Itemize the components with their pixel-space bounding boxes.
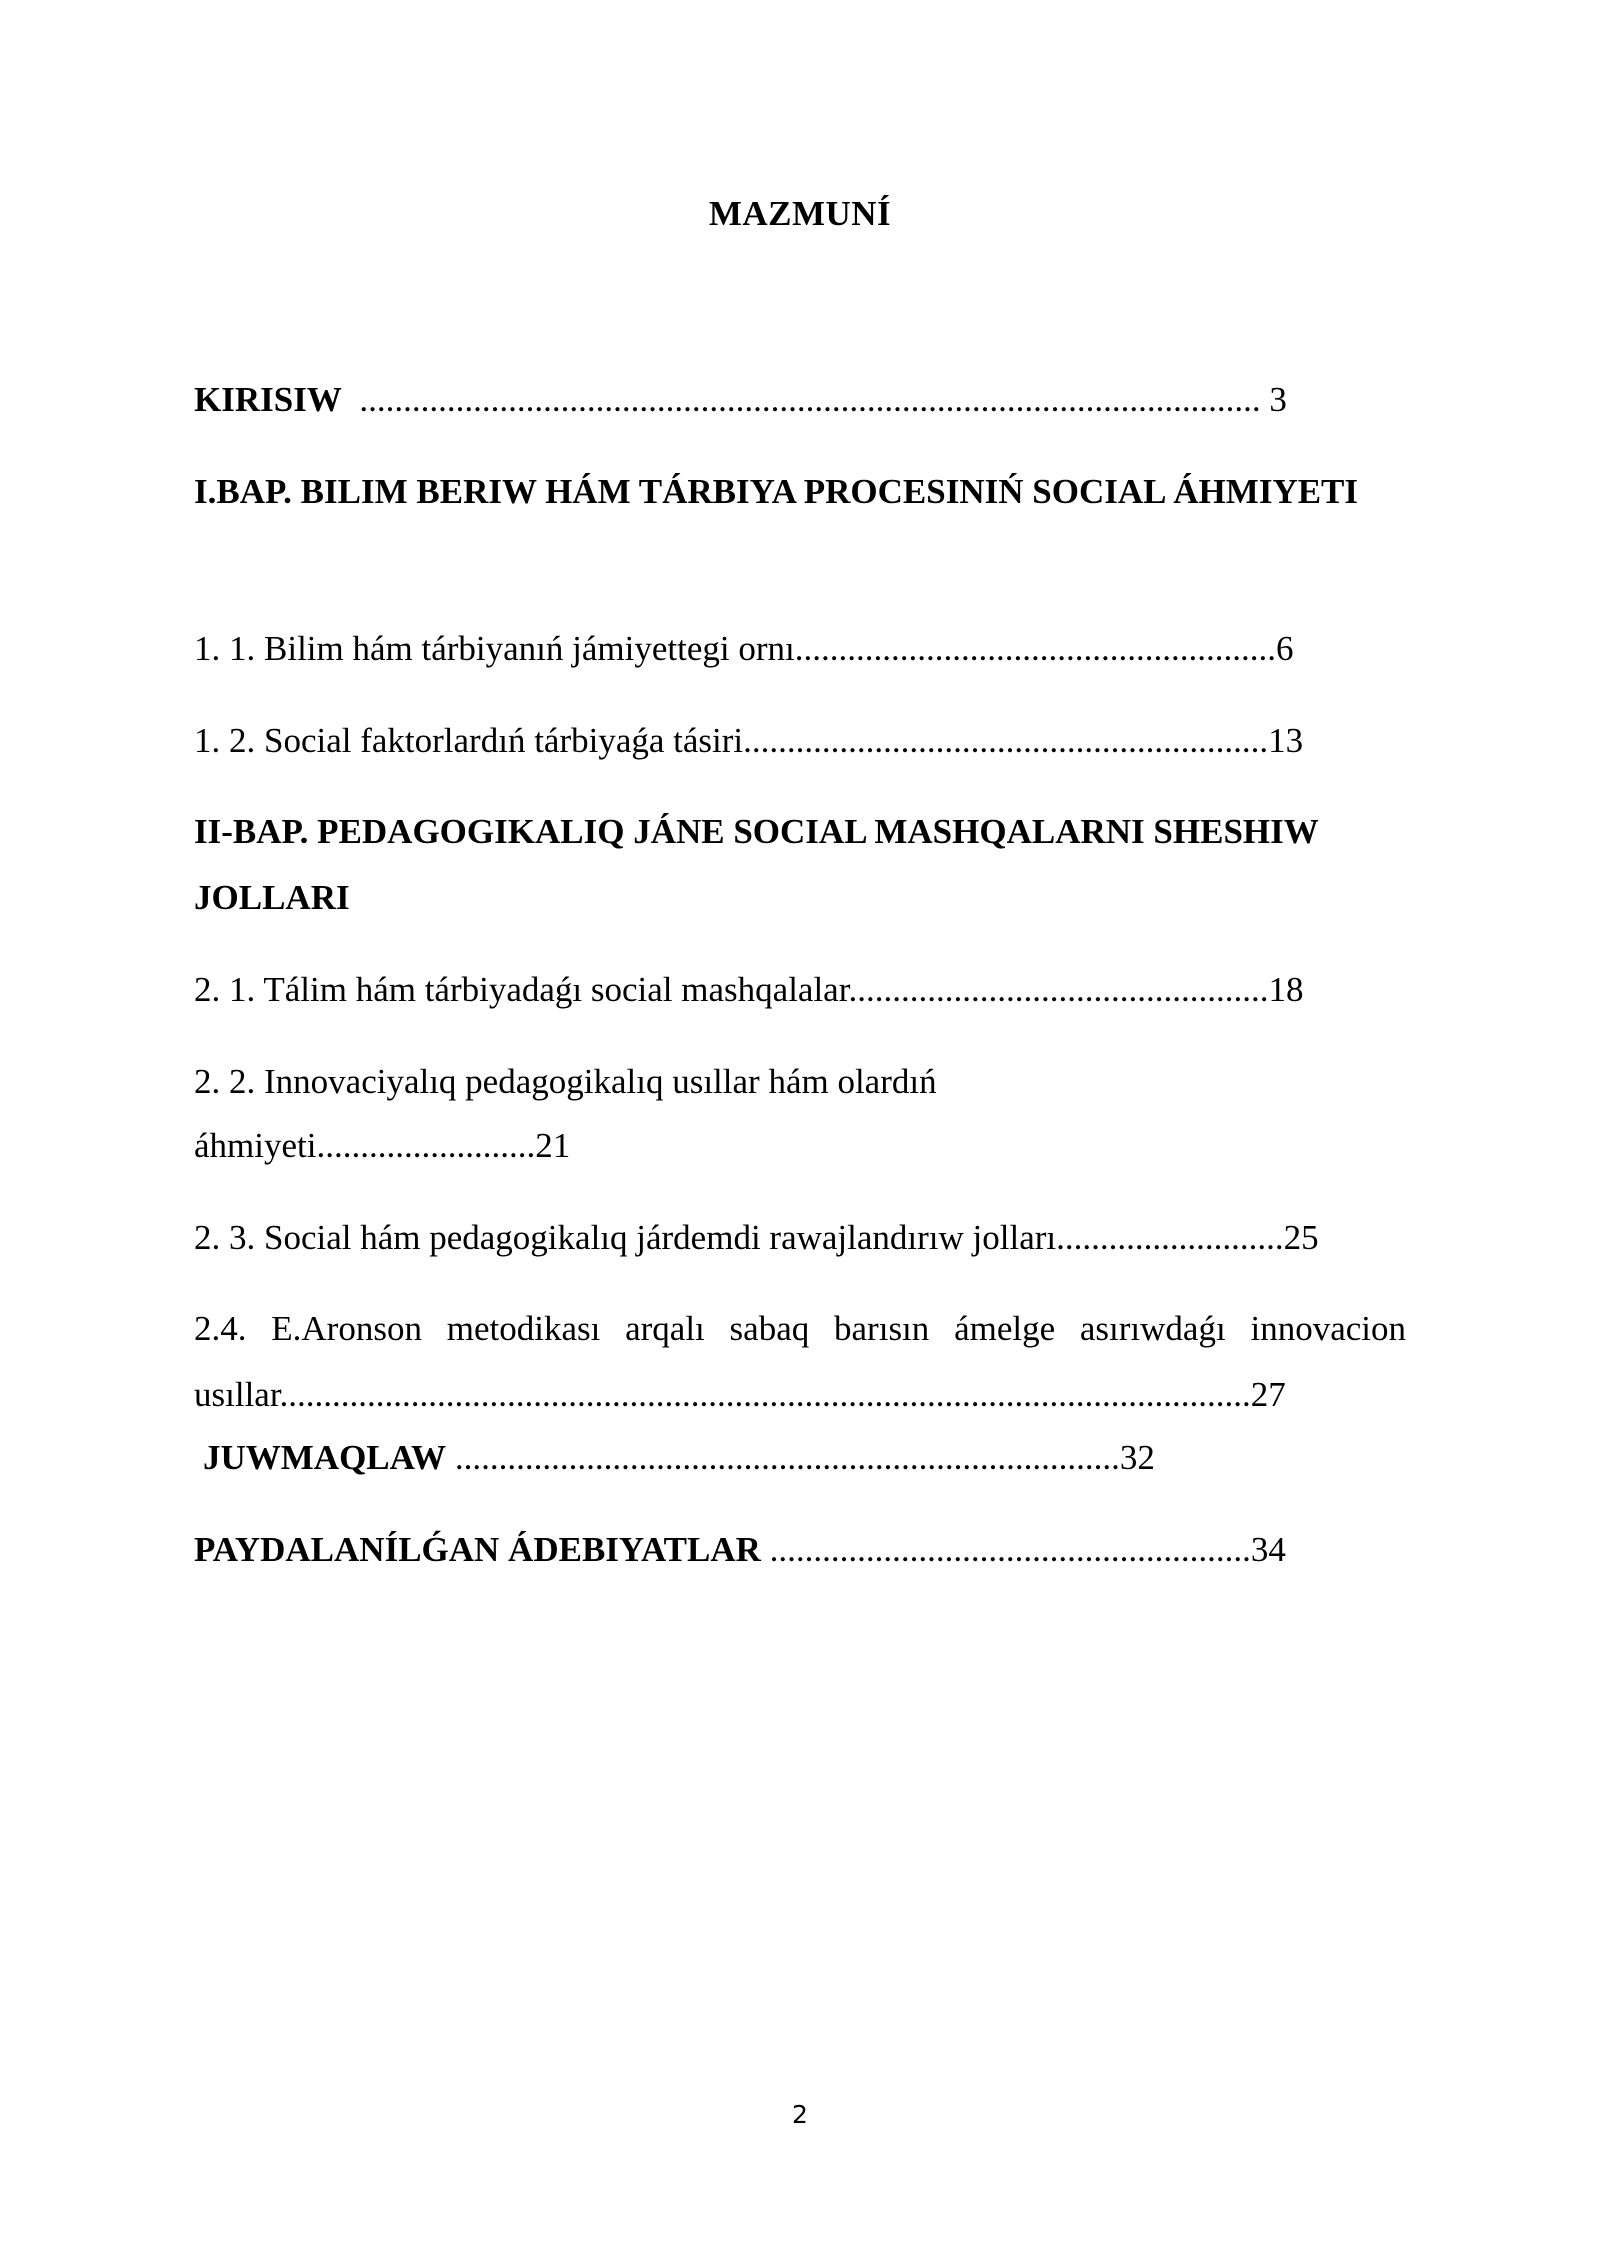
toc-entry-2-4: 2.4. E.Aronson metodikası arqalı sabaq barısın ámelge asırıwdaǵı innovacion usıllar...............................................................................................................27 — [194, 1309, 1406, 1414]
toc-entry-conclusion-dots: ............................................................................32 — [446, 1438, 1155, 1477]
toc-entry-introduction-dots: ....................................................................................................... 3 — [341, 380, 1287, 419]
toc-entry-references-label: PAYDALANÍLǴAN ÁDEBIYATLAR — [194, 1530, 761, 1569]
toc-entry-1-1: 1. 1. Bilim hám tárbiyanıń jámiyettegi ornı.......................................................6 — [194, 629, 1294, 668]
toc-entry-2-1: 2. 1. Tálim hám tárbiyadaǵı social mashqalalar................................................18 — [194, 970, 1304, 1009]
page-number: 2 — [792, 2100, 808, 2129]
toc-entry-introduction — [194, 367, 1287, 433]
toc-entry-references-dots: .......................................................34 — [760, 1530, 1286, 1569]
toc-entry-chapter-1: I.BAP. BILIM BERIW HÁM TÁRBIYA PROCESINIŃ SOCIAL ÁHMIYETI — [194, 472, 1359, 511]
toc-entry-2-3: 2. 3. Social hám pedagogikalıq járdemdi rawajlandırıw jolları..........................25 — [194, 1218, 1319, 1257]
toc-entry-conclusion — [203, 1425, 1155, 1491]
toc-entry-1-2: 1. 2. Social faktorlardıń tárbiyaǵa tásiri............................................................13 — [194, 721, 1304, 760]
toc-entry-introduction-label: KIRISIW — [194, 380, 342, 419]
toc-entry-conclusion-label: JUWMAQLAW — [203, 1438, 447, 1477]
toc-entry-2-2-line-1: 2. 2. Innovaciyalıq pedagogikalıq usıllar hám olardıń — [194, 1062, 937, 1101]
toc-entry-chapter-2: II-BAP. PEDAGOGIKALIQ JÁNE SOCIAL MASHQALARNI SHESHIW JOLLARI — [194, 812, 1319, 917]
toc-entry-2-2-line-2: áhmiyeti.........................21 — [194, 1126, 571, 1165]
toc-entry-references — [194, 1517, 1286, 1583]
page-title: MAZMUNÍ — [708, 194, 892, 233]
